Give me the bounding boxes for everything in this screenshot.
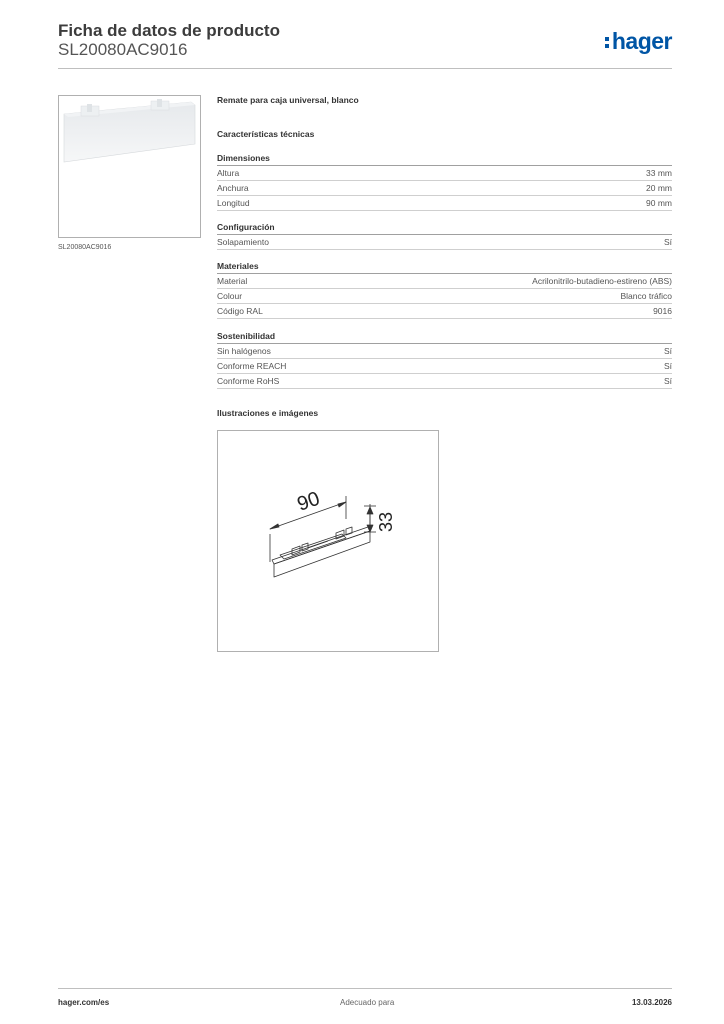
product-photo xyxy=(58,95,201,238)
section-configuration xyxy=(217,221,672,250)
section-title: Materiales xyxy=(217,260,672,274)
section-title: Sostenibilidad xyxy=(217,330,672,344)
header-divider xyxy=(58,68,672,69)
spec-row xyxy=(217,235,672,250)
spec-label: Colour xyxy=(217,291,243,301)
logo-colon-icon xyxy=(605,35,610,49)
spec-label: Solapamiento xyxy=(217,237,269,247)
dimension-height: 33 xyxy=(376,511,396,532)
spec-label: Material xyxy=(217,276,248,286)
product-reference: SL20080AC9016 xyxy=(58,40,188,59)
dimension-drawing xyxy=(217,430,439,652)
spec-row xyxy=(217,181,672,196)
section-title: Configuración xyxy=(217,221,672,235)
spec-row xyxy=(217,374,672,389)
footer-suitable-for: Adecuado para xyxy=(340,998,395,1007)
spec-row xyxy=(217,344,672,359)
footer-website-link[interactable]: hager.com/es xyxy=(58,998,110,1007)
spec-label: Código RAL xyxy=(217,306,263,316)
spec-content xyxy=(217,95,672,418)
spec-row xyxy=(217,166,672,181)
spec-value: 90 mm xyxy=(646,198,672,208)
section-dimensions xyxy=(217,152,672,211)
spec-value: Sí xyxy=(663,376,672,386)
spec-label: Longitud xyxy=(217,198,250,208)
logo-text: hager xyxy=(611,28,672,54)
spec-value: Acrilonitrilo-butadieno-estireno (ABS) xyxy=(532,276,672,286)
section-materials xyxy=(217,260,672,319)
spec-row xyxy=(217,304,672,319)
spec-value: Sí xyxy=(663,346,672,356)
document-title: Ficha de datos de producto xyxy=(58,21,280,40)
spec-label: Sin halógenos xyxy=(217,346,271,356)
dimension-drawing-icon xyxy=(218,431,438,651)
spec-value: 9016 xyxy=(653,306,672,316)
footer-date: 13.03.2026 xyxy=(631,998,672,1007)
spec-row xyxy=(217,289,672,304)
footer-divider xyxy=(58,988,672,989)
spec-label: Conforme RoHS xyxy=(217,376,280,386)
spec-row xyxy=(217,274,672,289)
spec-row xyxy=(217,359,672,374)
spec-row xyxy=(217,196,672,211)
illustrations-heading: Ilustraciones e imágenes xyxy=(217,408,319,418)
product-description: Remate para caja universal, blanco xyxy=(217,95,359,105)
spec-label: Conforme REACH xyxy=(217,361,287,371)
spec-label: Altura xyxy=(217,168,240,178)
end-cap-photo-icon xyxy=(59,96,200,237)
photo-caption: SL20080AC9016 xyxy=(58,244,112,251)
spec-value: Sí xyxy=(663,361,672,371)
spec-value: Sí xyxy=(663,237,672,247)
spec-value: 33 mm xyxy=(646,168,672,178)
tech-heading: Características técnicas xyxy=(217,129,315,139)
hager-logo[interactable] xyxy=(605,28,672,55)
section-sustainability xyxy=(217,330,672,389)
spec-label: Anchura xyxy=(217,183,249,193)
dimension-length: 90 xyxy=(294,487,323,516)
spec-value: 20 mm xyxy=(646,183,672,193)
section-title: Dimensiones xyxy=(217,152,672,166)
spec-value: Blanco tráfico xyxy=(620,291,672,301)
